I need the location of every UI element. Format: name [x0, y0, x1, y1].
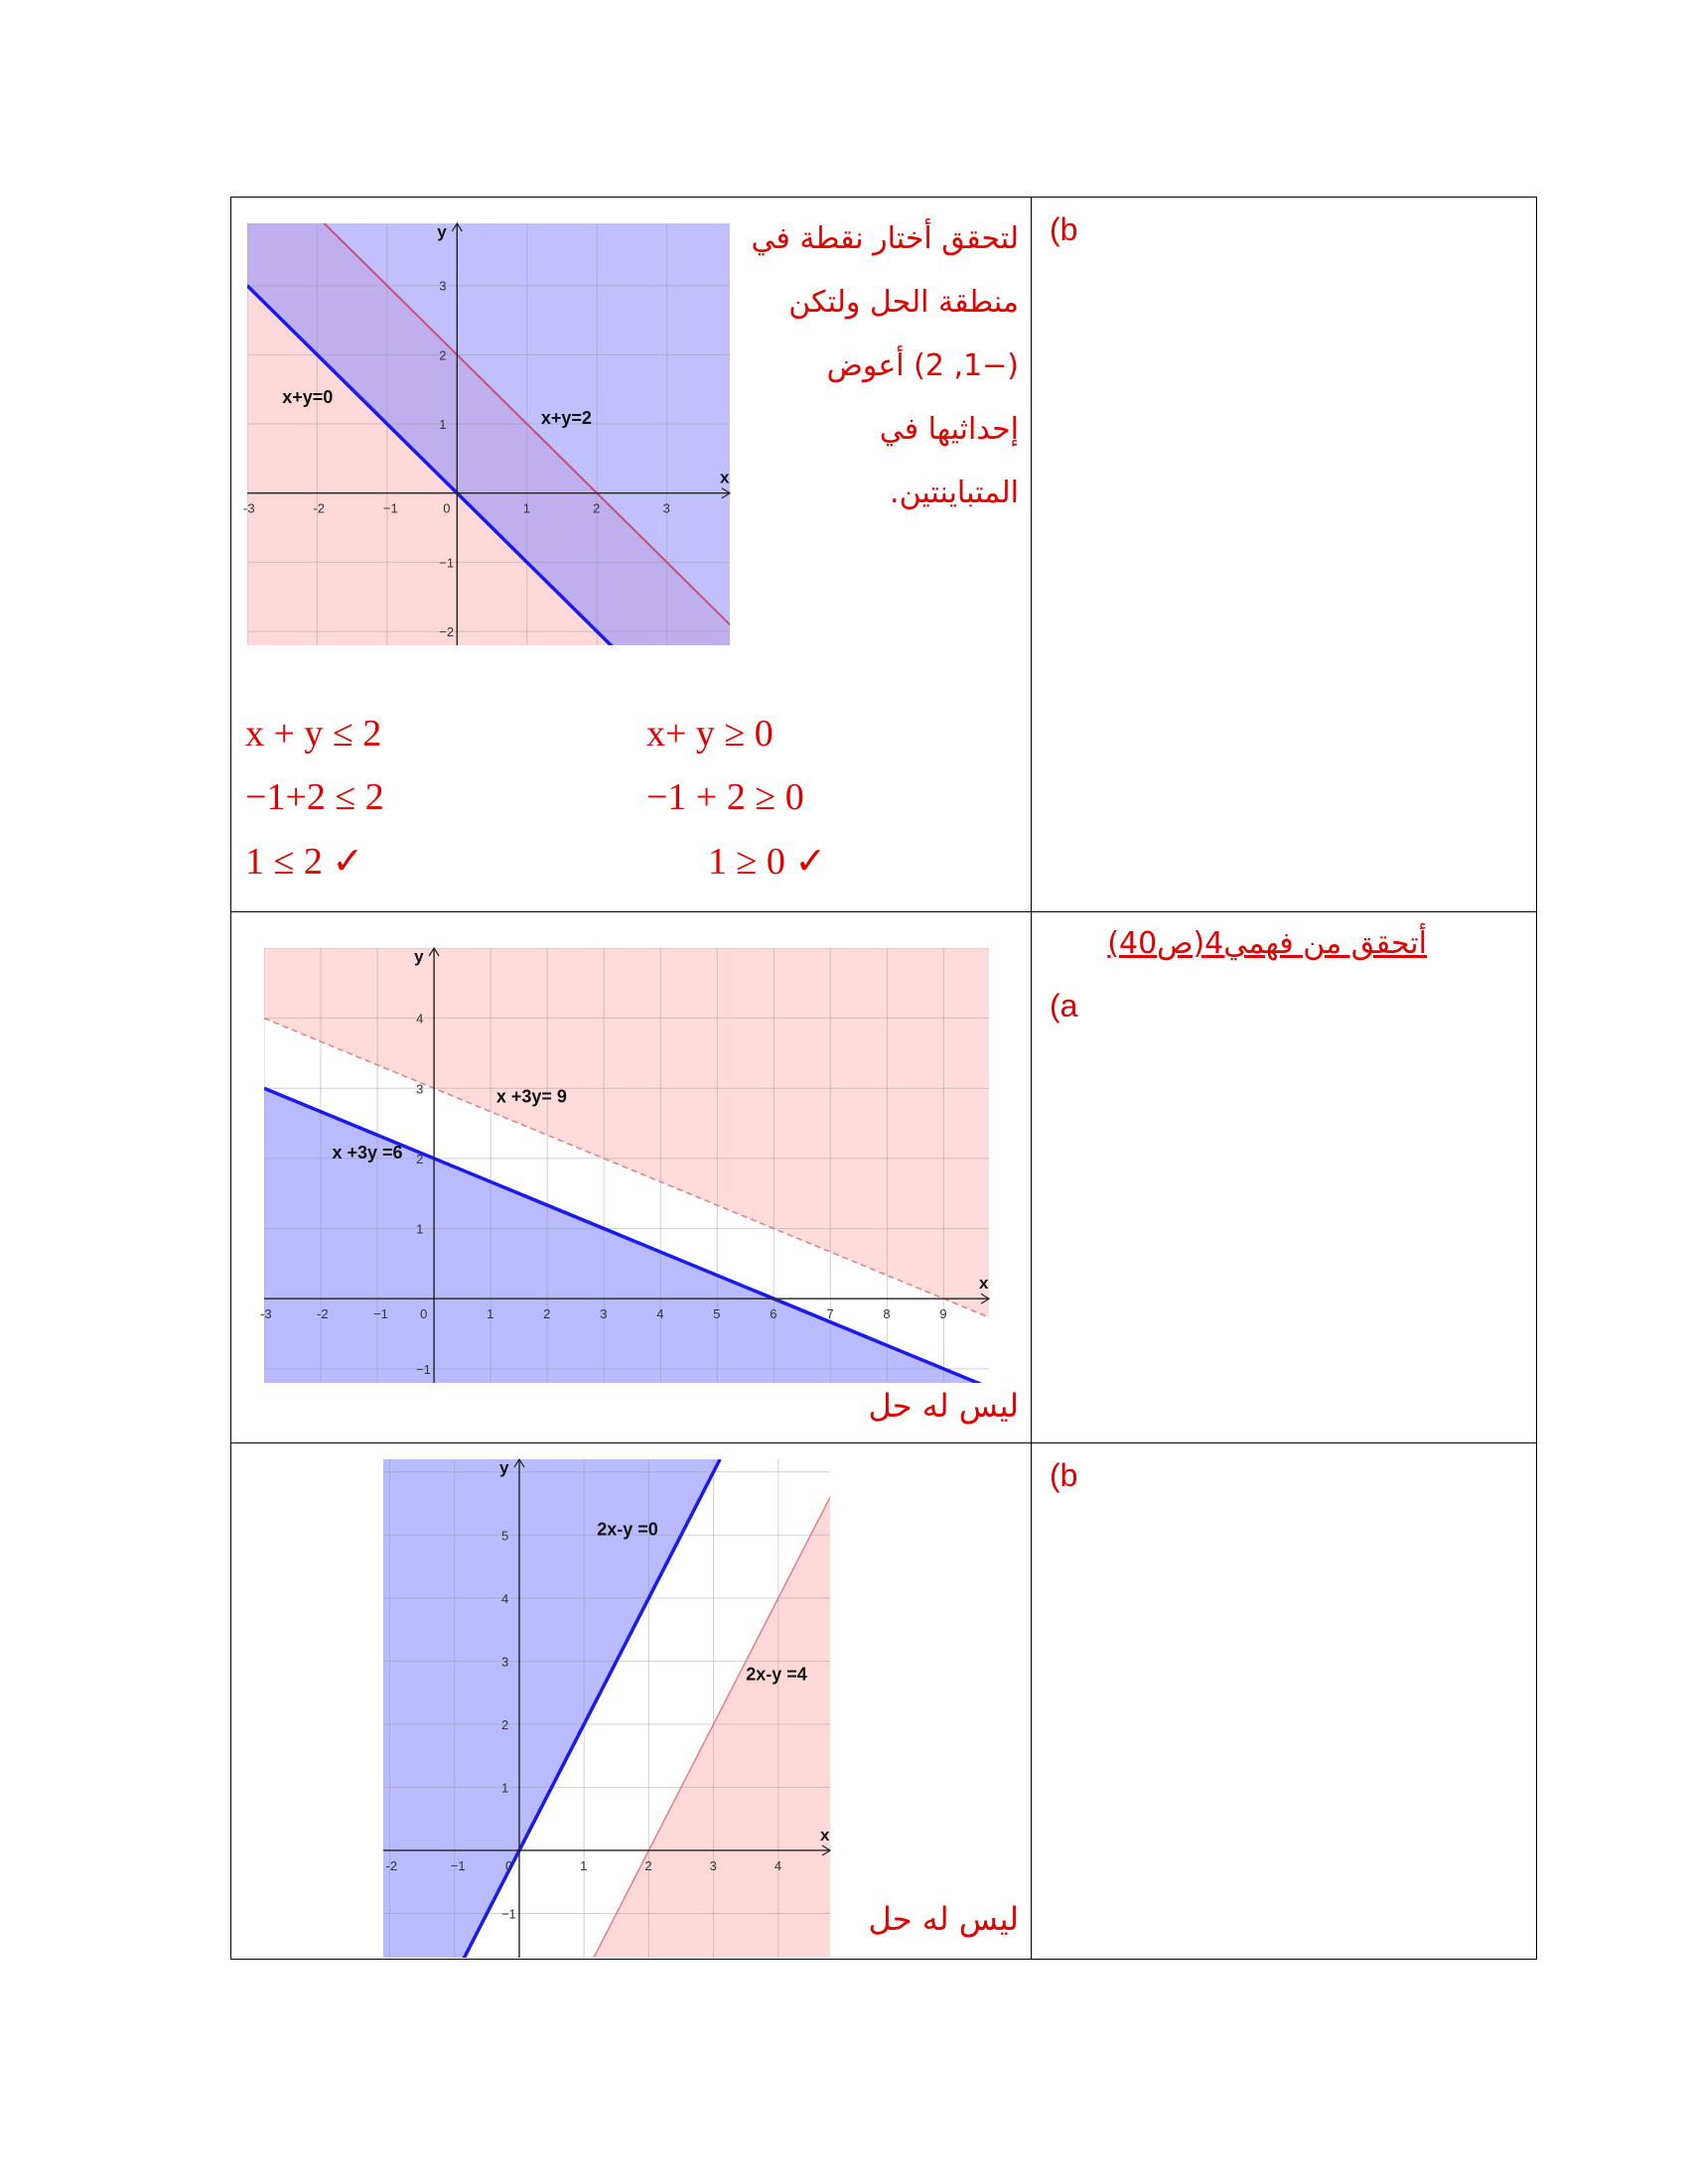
verify-line: منطقة الحل ولتكن — [788, 285, 1019, 320]
x-tick-label: −1 — [373, 1306, 388, 1322]
x-tick-label: 4 — [774, 1857, 782, 1873]
x-tick-label: -3 — [243, 500, 255, 516]
x-tick-label: 2 — [543, 1306, 551, 1322]
x-tick-label: 1 — [487, 1306, 494, 1322]
work-line: −1 + 2 ≥ 0 — [646, 776, 804, 818]
x-tick-label: 4 — [656, 1306, 664, 1322]
y-tick-label: 3 — [500, 1654, 509, 1670]
x-tick-label: -3 — [260, 1306, 272, 1322]
verify-paragraph — [701, 207, 1019, 525]
part-label: (b — [1050, 211, 1078, 247]
line-equation-label: 2x-y =4 — [746, 1664, 807, 1685]
y-tick-label: 1 — [439, 417, 447, 433]
no-solution-text: ليس له حل — [868, 1387, 1019, 1425]
y-tick-label: −1 — [439, 555, 455, 571]
x-tick-label: −1 — [450, 1857, 466, 1873]
y-axis-label: y — [498, 1458, 509, 1477]
graph-1 — [243, 222, 730, 645]
work-line: 1 ≥ 0 ✓ — [708, 841, 827, 883]
no-solution-text: ليس له حل — [868, 1900, 1019, 1938]
verify-line: (−1, 2) أعوض — [826, 348, 1019, 383]
y-tick-label: 5 — [500, 1528, 509, 1544]
y-tick-label: 3 — [416, 1081, 424, 1097]
line-equation-label: x+y=2 — [540, 408, 592, 429]
x-tick-label: 1 — [522, 500, 530, 516]
y-tick-label: 4 — [500, 1590, 509, 1606]
y-tick-label: 2 — [439, 347, 447, 363]
verify-line: المتباينتين. — [890, 476, 1019, 510]
worksheet-table — [230, 197, 1537, 1960]
x-axis-label: x — [720, 468, 730, 487]
plot-area — [247, 147, 737, 769]
work-line: x+ y ≥ 0 — [646, 713, 774, 754]
part-label: (b — [1050, 1457, 1078, 1493]
y-axis-label: y — [414, 947, 424, 966]
graph-3 — [383, 1459, 830, 1958]
line-equation-label: x+y=0 — [282, 387, 334, 408]
y-tick-label: 1 — [416, 1221, 424, 1237]
y-tick-label: 4 — [416, 1011, 424, 1026]
x-tick-label: 8 — [883, 1306, 891, 1322]
x-tick-label: 2 — [593, 500, 601, 516]
y-tick-label: 2 — [416, 1151, 424, 1166]
x-tick-label: -2 — [317, 1306, 329, 1322]
table-row — [231, 1443, 1537, 1960]
work-line: −1+2 ≤ 2 — [245, 776, 384, 818]
section-title: أتحقق من فهمي4(ص40) — [1107, 926, 1427, 961]
part-label: (a — [1050, 988, 1078, 1024]
x-axis-label: x — [820, 1825, 830, 1844]
y-tick-label: 3 — [439, 278, 447, 294]
x-tick-label: −1 — [382, 500, 398, 516]
verify-line: إحداثيها في — [879, 412, 1019, 447]
row3-work-cell — [231, 1443, 1032, 1960]
table-row — [231, 912, 1537, 1443]
row1-label-cell — [1032, 198, 1537, 912]
x-tick-label: 7 — [826, 1306, 834, 1322]
row2-work-cell — [231, 912, 1032, 1443]
x-tick-label: 0 — [504, 1857, 513, 1873]
row3-label-cell — [1032, 1443, 1537, 1960]
y-tick-label: 1 — [500, 1780, 509, 1796]
x-tick-label: 3 — [662, 500, 670, 516]
graph-2 — [260, 947, 989, 1383]
y-tick-label: 2 — [500, 1716, 509, 1732]
x-tick-label: 0 — [420, 1306, 428, 1322]
line-equation-label: x +3y= 9 — [495, 1086, 567, 1107]
y-tick-label: −1 — [500, 1906, 516, 1922]
x-tick-label: -2 — [385, 1857, 398, 1873]
x-tick-label: 2 — [644, 1857, 652, 1873]
verify-line: لتحقق أختار نقطة في — [751, 221, 1019, 256]
plot-area — [325, 1459, 908, 2184]
x-tick-label: 3 — [600, 1306, 608, 1322]
work-line: x + y ≤ 2 — [245, 713, 382, 754]
row2-label-cell — [1032, 912, 1537, 1443]
x-tick-label: 1 — [580, 1857, 588, 1873]
x-axis-label: x — [979, 1274, 989, 1294]
y-tick-label: −1 — [416, 1361, 431, 1377]
y-axis-label: y — [437, 222, 447, 241]
x-tick-label: 9 — [939, 1306, 947, 1322]
line-equation-label: x +3y =6 — [332, 1142, 403, 1162]
x-tick-label: 6 — [770, 1306, 777, 1322]
line-equation-label: 2x-y =0 — [597, 1519, 658, 1540]
x-tick-label: 3 — [709, 1857, 717, 1873]
y-tick-label: −2 — [439, 624, 455, 640]
table-row — [231, 198, 1537, 912]
work-line: 1 ≤ 2 ✓ — [245, 841, 364, 883]
x-tick-label: 0 — [443, 500, 451, 516]
x-tick-label: -2 — [313, 500, 325, 516]
row1-work-cell — [231, 198, 1032, 912]
x-tick-label: 5 — [713, 1306, 721, 1322]
